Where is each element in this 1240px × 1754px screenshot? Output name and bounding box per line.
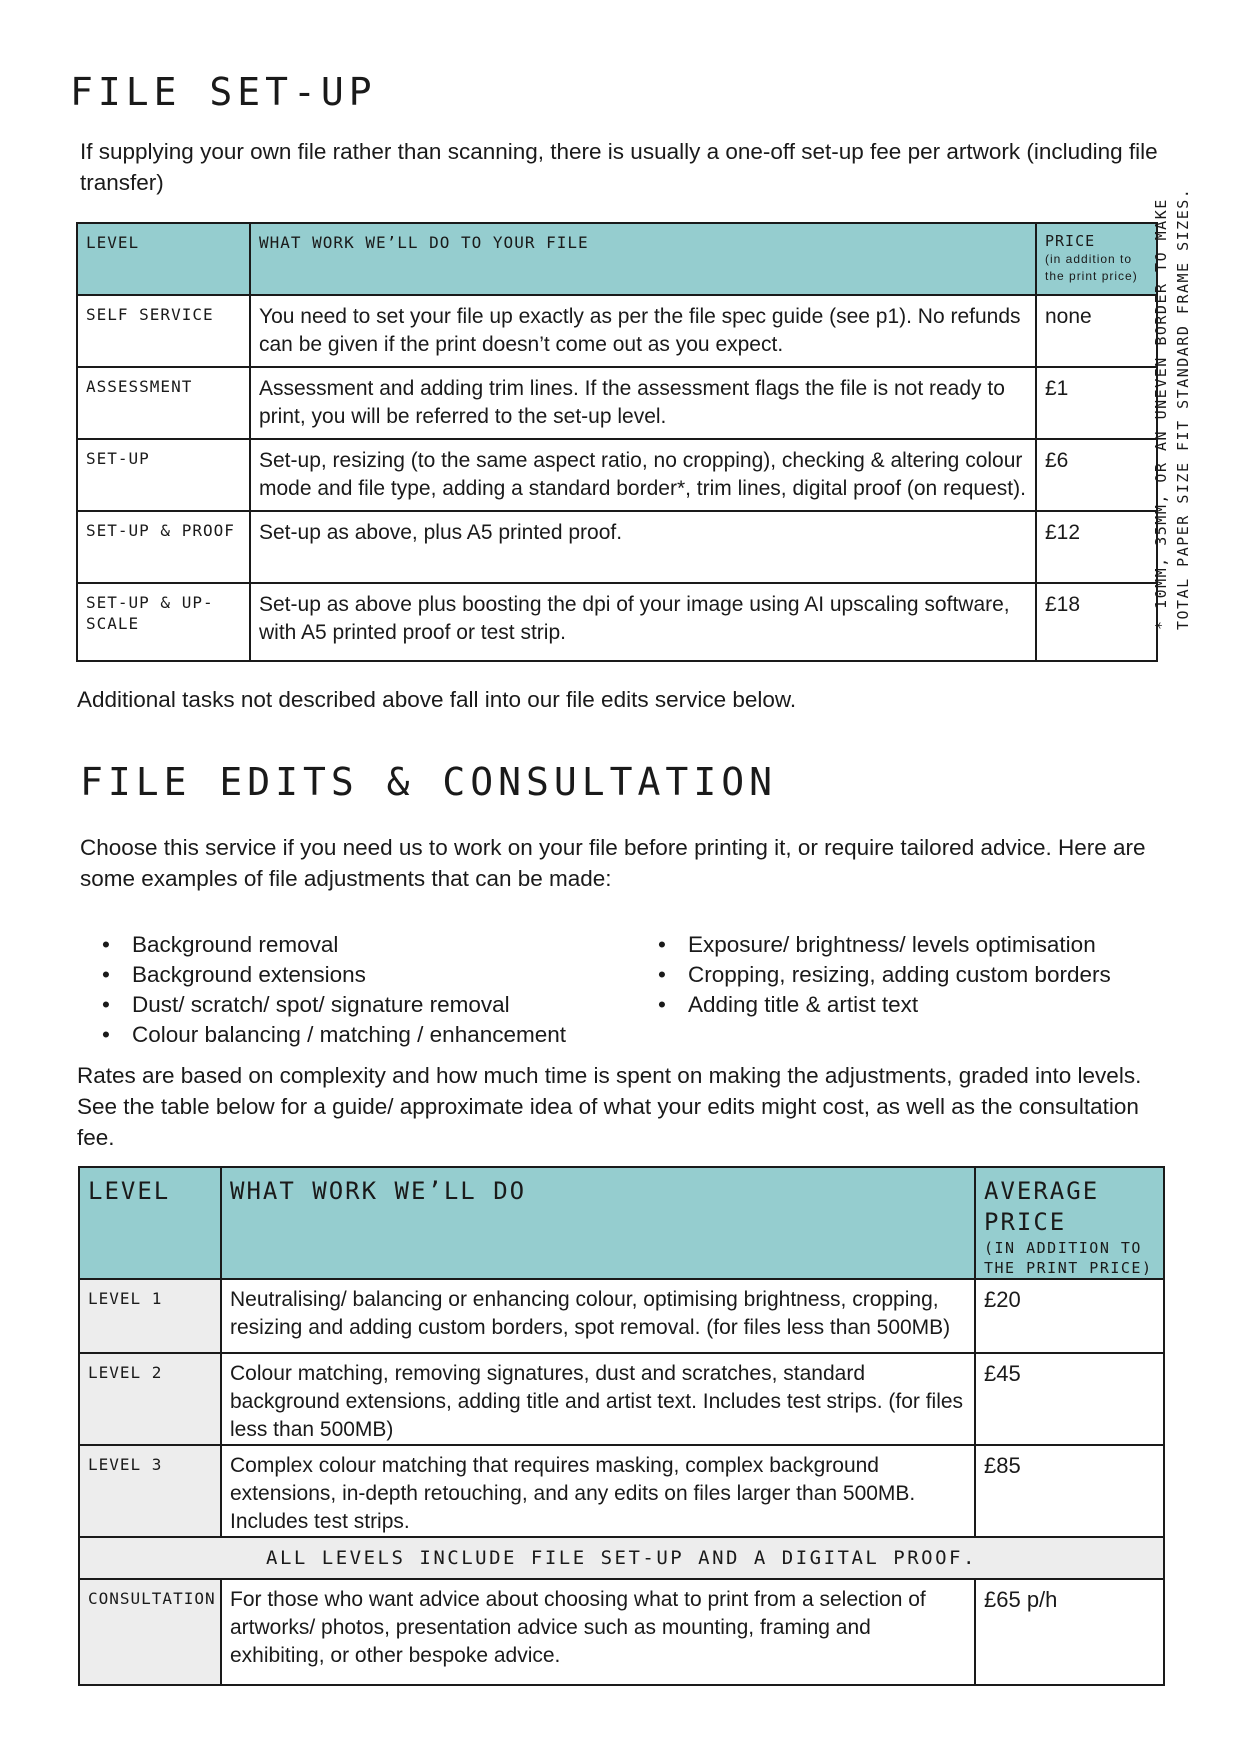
row-level: SELF SERVICE (77, 295, 250, 367)
additional-tasks-note: Additional tasks not described above fall into our file edits service below. (77, 687, 797, 712)
row-work: Set-up as above, plus A5 printed proof. (250, 511, 1036, 583)
row-price: £1 (1036, 367, 1157, 439)
row-price: £12 (1036, 511, 1157, 583)
row-work: Complex colour matching that requires masking, complex background extensions, in-depth retouching, and any edits on files larger than 500MB. Includes test strips. (221, 1445, 975, 1537)
list-item: • Adding title & artist text (658, 990, 1158, 1020)
row-level: CONSULTATION (79, 1579, 221, 1685)
col-header-price (975, 1167, 1164, 1279)
row-price: £20 (975, 1279, 1164, 1353)
rates-explanation: Rates are based on complexity and how much time is spent on making the adjustments, graded into levels. See the table below for a guide/ approximate idea of what your edits might cost, as well as the consultation fee. (77, 1063, 1142, 1150)
adjustments-list-left (102, 930, 642, 1050)
table-row (77, 439, 1157, 511)
table-header-row (79, 1167, 1164, 1279)
row-price: none (1036, 295, 1157, 367)
table-row (79, 1445, 1164, 1537)
row-work: You need to set your file up exactly as per the file spec guide (see p1). No refunds can be given if the print doesn’t come out as you expect. (250, 295, 1036, 367)
file-edits-table (78, 1166, 1165, 1686)
row-price: £45 (975, 1353, 1164, 1445)
all-levels-note: ALL LEVELS INCLUDE FILE SET-UP AND A DIGITAL PROOF. (79, 1537, 1164, 1579)
table-row (77, 583, 1157, 661)
table-note-row (79, 1537, 1164, 1579)
table-row (79, 1353, 1164, 1445)
border-footnote-line1: * 10MM, 35MM, OR AN UNEVEN BORDER TO MAKE (1152, 198, 1170, 630)
file-edits-title: FILE EDITS & CONSULTATION (80, 760, 777, 804)
col-header-price (1036, 223, 1157, 295)
row-work: Set-up as above plus boosting the dpi of your image using AI upscaling software, with A5 printed proof or test strip. (250, 583, 1036, 661)
row-level: LEVEL 3 (79, 1445, 221, 1537)
table-header-row (77, 223, 1157, 295)
file-edits-intro: Choose this service if you need us to work on your file before printing it, or require tailored advice. Here are some examples of file adjustments that can be made: (80, 835, 1146, 891)
list-item: • Cropping, resizing, adding custom borders (658, 960, 1158, 990)
row-level: LEVEL 1 (79, 1279, 221, 1353)
row-level: LEVEL 2 (79, 1353, 221, 1445)
file-setup-intro: If supplying your own file rather than scanning, there is usually a one-off set-up fee per artwork (including file transfer) (80, 139, 1158, 195)
table-row (77, 367, 1157, 439)
row-work: Set-up, resizing (to the same aspect ratio, no cropping), checking & altering colour mode and file type, adding a standard border*, trim lines, digital proof (on request). (250, 439, 1036, 511)
row-price: £6 (1036, 439, 1157, 511)
border-footnote-line2: TOTAL PAPER SIZE FIT STANDARD FRAME SIZES. (1174, 187, 1192, 630)
row-price: £85 (975, 1445, 1164, 1537)
table-row (77, 295, 1157, 367)
col-header-work: WHAT WORK WE’LL DO TO YOUR FILE (250, 223, 1036, 295)
row-level: SET-UP (77, 439, 250, 511)
table-row (79, 1279, 1164, 1353)
row-work: For those who want advice about choosing what to print from a selection of artworks/ photos, presentation advice such as mounting, framing and exhibiting, or other bespoke advice. (221, 1579, 975, 1685)
price-header-sub: (in addition to the print price) (1045, 252, 1138, 283)
file-setup-title: FILE SET-UP (70, 70, 377, 114)
table-row (79, 1579, 1164, 1685)
col-header-level: LEVEL (77, 223, 250, 295)
file-setup-table (76, 222, 1158, 662)
row-price: £18 (1036, 583, 1157, 661)
row-work: Colour matching, removing signatures, dust and scratches, standard background extensions, adding title and artist text. Includes test strips. (for files less than 500MB) (221, 1353, 975, 1445)
row-price: £65 p/h (975, 1579, 1164, 1685)
col-header-level: LEVEL (79, 1167, 221, 1279)
list-item: • Exposure/ brightness/ levels optimisation (658, 930, 1158, 960)
row-level: SET-UP & PROOF (77, 511, 250, 583)
price-header-label: PRICE (1045, 232, 1096, 250)
list-item: • Colour balancing / matching / enhancement (102, 1020, 642, 1050)
col-header-work: WHAT WORK WE’LL DO (221, 1167, 975, 1279)
list-item: • Background extensions (102, 960, 642, 990)
list-item: • Dust/ scratch/ spot/ signature removal (102, 990, 642, 1020)
row-level: SET-UP & UP-SCALE (77, 583, 250, 661)
border-footnote (1150, 188, 1194, 630)
row-work: Assessment and adding trim lines. If the assessment flags the file is not ready to print, you will be referred to the set-up level. (250, 367, 1036, 439)
table-row (77, 511, 1157, 583)
price-header-sub: (IN ADDITION TO THE PRINT PRICE) (984, 1239, 1153, 1277)
list-item: • Background removal (102, 930, 642, 960)
row-level: ASSESSMENT (77, 367, 250, 439)
adjustments-list-right (658, 930, 1158, 1020)
row-work: Neutralising/ balancing or enhancing colour, optimising brightness, cropping, resizing and adding custom borders, spot removal. (for files less than 500MB) (221, 1279, 975, 1353)
price-header-label: AVERAGE PRICE (984, 1177, 1100, 1236)
